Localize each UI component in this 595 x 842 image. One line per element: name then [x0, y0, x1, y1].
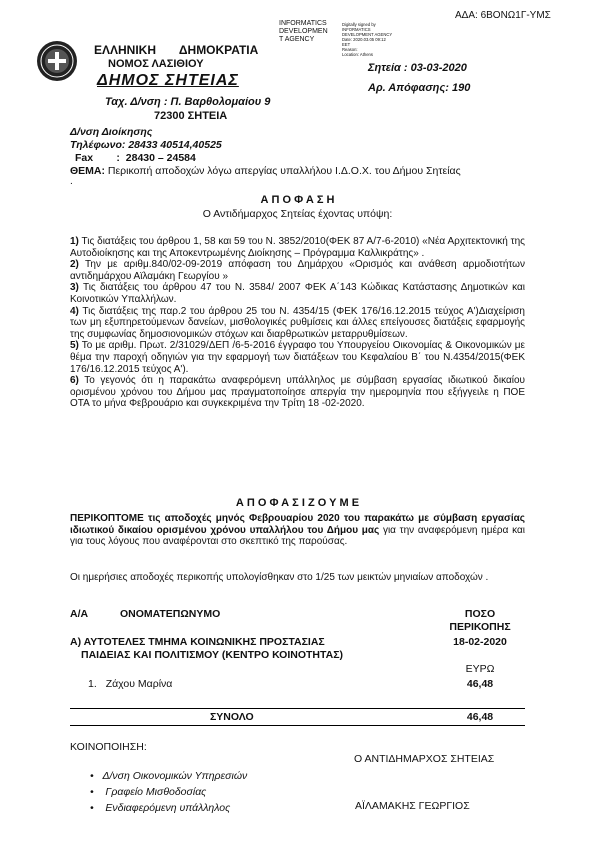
decision-bold: ΠΕΡΙΚΟΠΤΟΜΕ τις αποδοχές μηνός Φεβρουαρίου 2020 του παρακάτω με σύμβαση εργασίας ιδιωτικού δικαίου ορισμένου χρόνου υπαλλήλου του Δήμου μας	[70, 513, 525, 536]
state-name: ΕΛΛΗΝΙΚΗ ΔΗΜΟΚΡΑΤΙΑ	[94, 43, 259, 57]
notification-item: • Δ/νση Οικονομικών Υπηρεσιών	[90, 770, 248, 782]
total-divider-top	[70, 708, 525, 709]
bullet-icon: •	[90, 770, 94, 782]
row-number: 1.	[88, 678, 97, 690]
department: Δ/νση Διοίκησης	[70, 126, 153, 138]
currency-label: ΕΥΡΩ	[465, 663, 495, 675]
ada-code: ΑΔΑ: 6ΒΟΝΩ1Γ-ΥΜΣ	[455, 10, 551, 21]
considerations-list	[70, 236, 525, 410]
consideration-5: 5) Το με αριθμ. Πρωτ. 2/31029/ΔΕΠ /6-5-2016 έγγραφο του Υπουργείου Οικονομίας & Οικονομικών με θέμα την παροχή οδηγιών για την εφαρμογή των διατάξεων του Κεφαλαίου Β΄ του Ν.4354/2015(ΦΕΚ 176/16.12.2015 τεύχος Α').	[70, 340, 525, 375]
daily-wage-note: Οι ημερήσιες αποδοχές περικοπής υπολογίσθηκαν στο 1/25 των μεικτών μηνιαίων αποδοχών .	[70, 572, 489, 583]
subject-text: Περικοπή αποδοχών λόγω απεργίας υπαλλήλου Ι.Δ.Ο.Χ. του Δήμου Σητείας	[105, 165, 461, 177]
place-date: Σητεία : 03-03-2020	[368, 62, 467, 74]
consideration-4: 4) Τις διατάξεις της παρ.2 του άρθρου 25 του Ν. 4354/15 (ΦΕΚ 176/16.12.2015 τεύχος Α')Διαχείριση των μη εξυπηρετούμενων δανείων, μισθολογικές ρυθμίσεις και άλλες επείγουσες διατάξεις εφαρμογής της συμφωνίας δημοσιονομικών στόχων και διαρθρωτικών μεταρρυθμίσεων.	[70, 305, 525, 340]
consideration-1: 1) Τις διατάξεις του άρθρου 1, 58 και 59 του Ν. 3852/2010(ΦΕΚ 87 Α/7-6-2010) «Νέα Αρχιτεκτονική της Αυτοδιοίκησης και της Αποκεντρωμένης Διοίκησης – Πρόγραμμα Καλλικράτης» .	[70, 236, 525, 259]
signature-stamp-left: INFORMATICS DEVELOPMEN T AGENCY	[279, 20, 328, 43]
municipality-name: ΔΗΜΟΣ ΣΗΤΕΙΑΣ	[97, 72, 239, 89]
consideration-3: 3) Τις διατάξεις του άρθρου 47 του Ν. 3584/ 2007 ΦΕΚ Α΄143 Κώδικας Κατάστασης Δημοτικών και Κοινοτικών Υπαλλήλων.	[70, 282, 525, 305]
col-name: ΟΝΟΜΑΤΕΠΩΝΥΜΟ	[120, 608, 221, 620]
total-amount: 46,48	[466, 711, 494, 723]
notification-item: • Ενδιαφερόμενη υπάλληλος	[90, 802, 231, 814]
phone: Τηλέφωνο: 28433 40514,40525	[70, 139, 222, 151]
postal-address: Ταχ. Δ/νση : Π. Βαρθολομαίου 9	[105, 96, 271, 108]
notification-list	[90, 768, 247, 816]
fax: Fax : 28430 – 24584	[75, 152, 196, 164]
consideration-2: 2) Την με αριθμ.840/02-09-2019 απόφαση του Δημάρχου «Ορισμός και ανάθεση αρμοδιοτήτων αντιδημάρχου Αϊλαμάκη Γεωργίου »	[70, 259, 525, 282]
notification-item: • Γραφείο Μισθοδοσίας	[90, 786, 207, 798]
col-amount: ΠΟΣΟ ΠΕΡΙΚΟΠΗΣ	[449, 608, 511, 633]
intro-text: Ο Αντιδήμαρχος Σητείας έχοντας υπόψη:	[202, 208, 393, 220]
section-heading: Α) ΑΥΤΟΤΕΛΕΣ ΤΜΗΜΑ ΚΟΙΝΩΝΙΚΗΣ ΠΡΟΣΤΑΣΙΑΣ ΠΑΙΔΕΙΑΣ ΚΑΙ ΠΟΛΙΤΙΣΜΟΥ (ΚΕΝΤΡΟ ΚΟΙΝΟΤΗΤΑΣ)	[70, 636, 344, 661]
row-amount: 46,48	[466, 678, 494, 690]
greek-emblem-icon	[36, 40, 78, 85]
notification-label: ΚΟΙΝΟΠΟΙΗΣΗ:	[70, 741, 147, 753]
signatory-title: Ο ΑΝΤΙΔΗΜΑΡΧΟΣ ΣΗΤΕΙΑΣ	[354, 753, 495, 765]
decision-rest: για την αναφερόμενη ημέρα και για τους λόγους που αναφέρονται στο σκεπτικό της παρούσας.	[70, 524, 525, 548]
row-name: Ζάχου Μαρίνα	[105, 678, 173, 690]
subject-dot: .	[70, 176, 73, 187]
consideration-6: 6) Το γεγονός ότι η παρακάτω αναφερόμενη υπάλληλος με σύμβαση εργασίας ιδιωτικού δικαίου ορισμένου χρόνου του Δήμου μας πραγματοποίησε απεργία την ημερομηνία που εξήγγειλε η ΠΟΕ ΟΤΑ το μήνα Φεβρουάριο και συγκεκριμένα την Τρίτη 18 -02-2020.	[70, 375, 525, 410]
bullet-icon: •	[90, 786, 94, 798]
subject	[70, 165, 461, 177]
decision-number: Αρ. Απόφασης: 190	[368, 82, 471, 94]
decision-paragraph	[70, 513, 525, 548]
total-label: ΣΥΝΟΛΟ	[210, 711, 254, 723]
col-aa: Α/Α	[70, 608, 89, 620]
subject-label: ΘΕΜΑ:	[70, 165, 105, 177]
prefecture-name: ΝΟΜΟΣ ΛΑΣΙΘΙΟΥ	[108, 58, 204, 70]
postal-city: 72300 ΣΗΤΕΙΑ	[154, 110, 228, 122]
table-row	[88, 678, 172, 690]
decision-title: Α Π Ο Φ Α Σ Η	[260, 194, 335, 206]
section-date: 18-02-2020	[453, 636, 507, 648]
signature-stamp-right: Digitally signed by INFORMATICS DEVELOPMENT AGENCY Date: 2020.03.05 09:12 EET Reason: Location: Athens	[342, 22, 393, 57]
decide-title: Α Π Ο Φ Α Σ Ι Ζ Ο Υ Μ Ε	[235, 497, 360, 509]
bullet-icon: •	[90, 802, 94, 814]
signatory-name: ΑΪΛΑΜΑΚΗΣ ΓΕΩΡΓΙΟΣ	[355, 800, 470, 812]
total-divider-bottom	[70, 725, 525, 726]
